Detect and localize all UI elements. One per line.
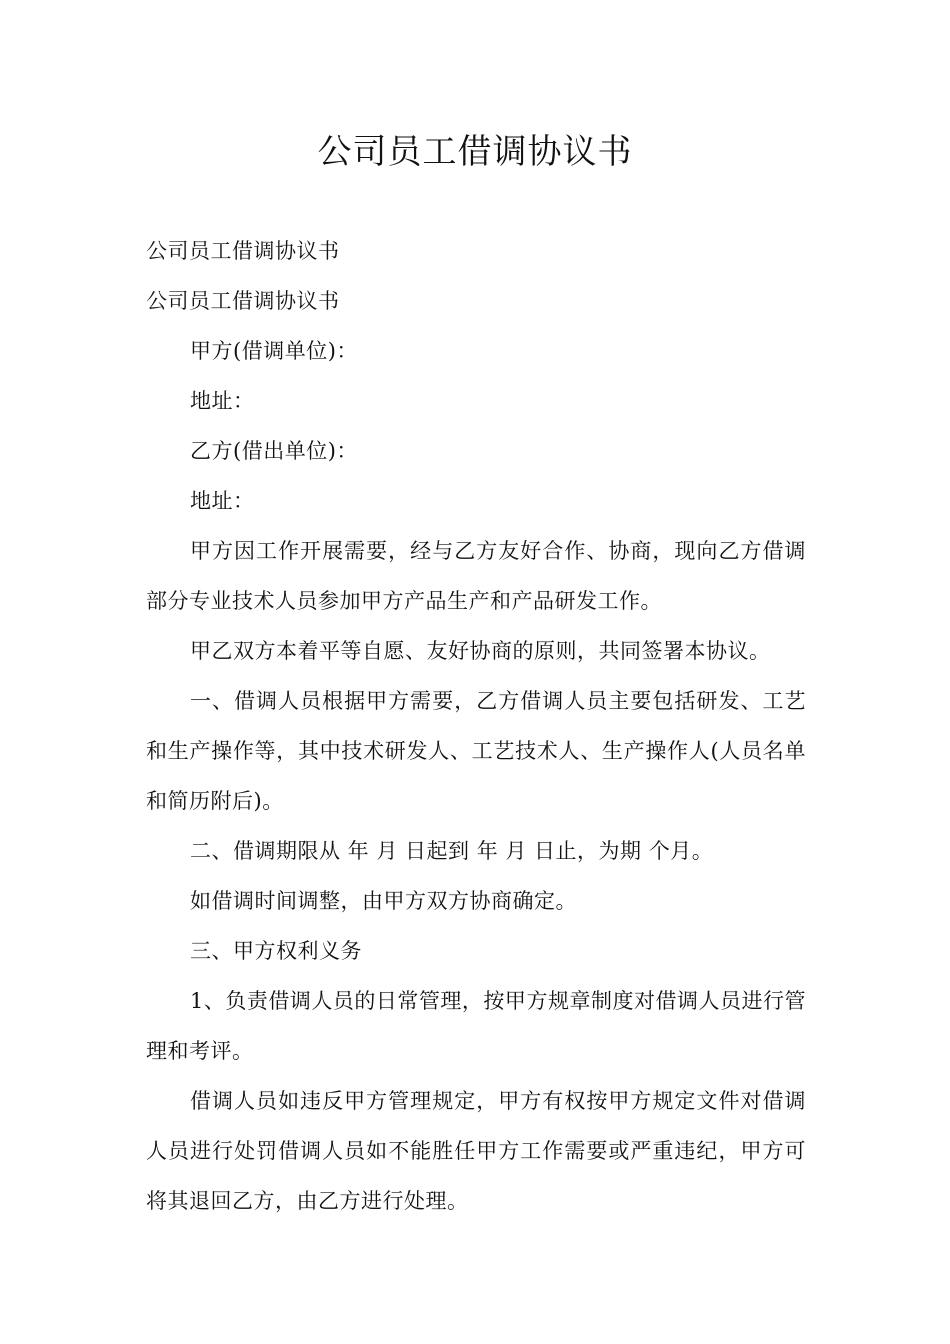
clause-3-item-1: 1、负责借调人员的日常管理，按甲方规章制度对借调人员进行管理和考评。 [146, 989, 806, 1063]
principle-paragraph: 甲乙双方本着平等自愿、友好协商的原则，共同签署本协议。 [190, 639, 771, 663]
party-b-label: 乙方(借出单位)： [190, 439, 358, 463]
party-b-address: 地址： [190, 489, 255, 513]
body-paragraph-2: 公司员工借调协议书 [146, 289, 340, 313]
term-adjustment-paragraph: 如借调时间调整，由甲方双方协商确定。 [190, 889, 577, 913]
clause-3-heading: 三、甲方权利义务 [190, 939, 362, 963]
clause-1-personnel: 一、借调人员根据甲方需要，乙方借调人员主要包括研发、工艺和生产操作等，其中技术研发人、工艺技术人、生产操作人(人员名单和简历附后)。 [146, 689, 806, 813]
document-body [146, 226, 806, 1226]
document-title: 公司员工借调协议书 [317, 132, 633, 172]
clause-2-term: 二、借调期限从 年 月 日起到 年 月 日止，为期 个月。 [190, 839, 714, 863]
violation-paragraph: 借调人员如违反甲方管理规定，甲方有权按甲方规定文件对借调人员进行处罚借调人员如不能胜任甲方工作需要或严重违纪，甲方可将其退回乙方，由乙方进行处理。 [146, 1089, 806, 1213]
party-a-address: 地址： [190, 389, 255, 413]
body-paragraph-1: 公司员工借调协议书 [146, 239, 340, 263]
party-a-label: 甲方(借调单位)： [190, 339, 358, 363]
purpose-paragraph: 甲方因工作开展需要，经与乙方友好合作、协商，现向乙方借调部分专业技术人员参加甲方产品生产和产品研发工作。 [146, 539, 806, 613]
